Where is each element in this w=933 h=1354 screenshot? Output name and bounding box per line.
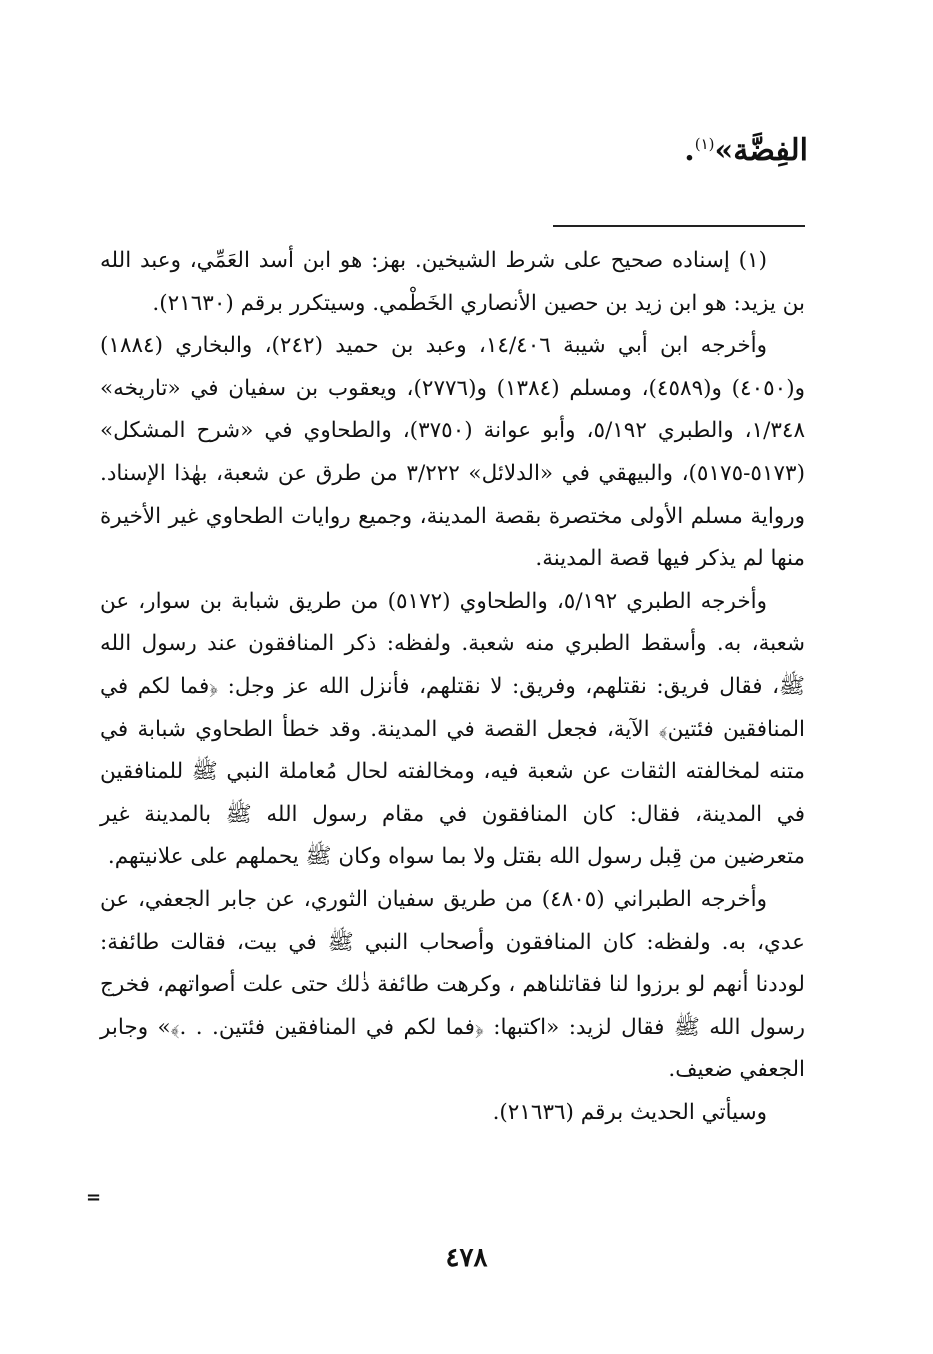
footnote-paragraph: وأخرجه الطبراني (٤٨٠٥) من طريق سفيان الثوري، عن جابر الجعفي، عن عدي، به. ولفظه: كان المنافقون وأصحاب النبي ﷺ في بيت، فقالت طائفة: لوددنا أنهم لو برزوا لنا فقاتلناهم ، وكرهت طائفة ذٰلك حتى علت أصواتهم، فخرج رسول الله ﷺ فقال لزيد: «اكتبها: ﴿فما لكم في المنافقين فئتين. . .﴾» وجابر الجعفي ضعيف. (100, 886, 805, 1083)
main-text-fragment: الفِضَّة» (714, 133, 808, 168)
footnote-paragraph: (١) إسناده صحيح على شرط الشيخين. بهز: هو ابن أسد العَمِّي، وعبد الله بن يزيد: هو ابن زيد بن حصين الأنصاري الخَطْمي. وسيتكرر برقم (٢١٦٣٠). (100, 248, 805, 316)
footnote-reference: (١) (694, 135, 715, 153)
footnote-paragraph: وأخرجه ابن أبي شيبة ١٤/٤٠٦، وعبد بن حميد (٢٤٢)، والبخاري (١٨٨٤) و(٤٠٥٠) و(٤٥٨٩)، ومسلم (١٣٨٤) و(٢٧٧٦)، ويعقوب بن سفيان في «تاريخه» ١/٣٤٨، والطبري ٥/١٩٢، وأبو عوانة (٣٧٥٠)، والطحاوي في «شرح المشكل» (٥١٧٣-٥١٧٥)، والبيهقي في «الدلائل» ٣/٢٢٢ من طرق عن شعبة، بهٰذا الإسناد. ورواية مسلم الأولى مختصرة بقصة المدينة، وجميع روايات الطحاوي غير الأخيرة منها لم يذكر فيها قصة المدينة. (100, 333, 806, 572)
sentence-end: . (684, 133, 695, 168)
continuation-mark: = (86, 1187, 102, 1208)
footnote-paragraph: وسيأتي الحديث برقم (٢١٦٣٦). (492, 1099, 767, 1125)
footnote-paragraph: وأخرجه الطبري ٥/١٩٢، والطحاوي (٥١٧٢) من طريق شبابة بن سوار، عن شعبة، به. وأسقط الطبري منه شعبة. ولفظه: ذكر المنافقون عند رسول الله ﷺ، فقال فريق: نقتلهم، وفريق: لا نقتلهم، فأنزل الله عز وجل: ﴿فما لكم في المنافقين فئتين﴾ الآية، فجعل القصة في المدينة. وقد خطأ الطحاوي شبابة في متنه لمخالفته الثقات عن شعبة فيه، ومخالفته لحال مُعاملة النبي ﷺ للمنافقين في المدينة، فقال: كان المنافقون في مقام رسول الله ﷺ بالمدينة غير متعرضين من قِبل رسول الله بقتل ولا بما سواه وكان ﷺ يحملهم على علانيتهم. (100, 588, 805, 870)
footnotes-section (100, 240, 805, 1134)
footnote-separator (553, 225, 805, 227)
page-number: ٤٧٨ (445, 1243, 488, 1273)
main-text-end (684, 120, 808, 175)
